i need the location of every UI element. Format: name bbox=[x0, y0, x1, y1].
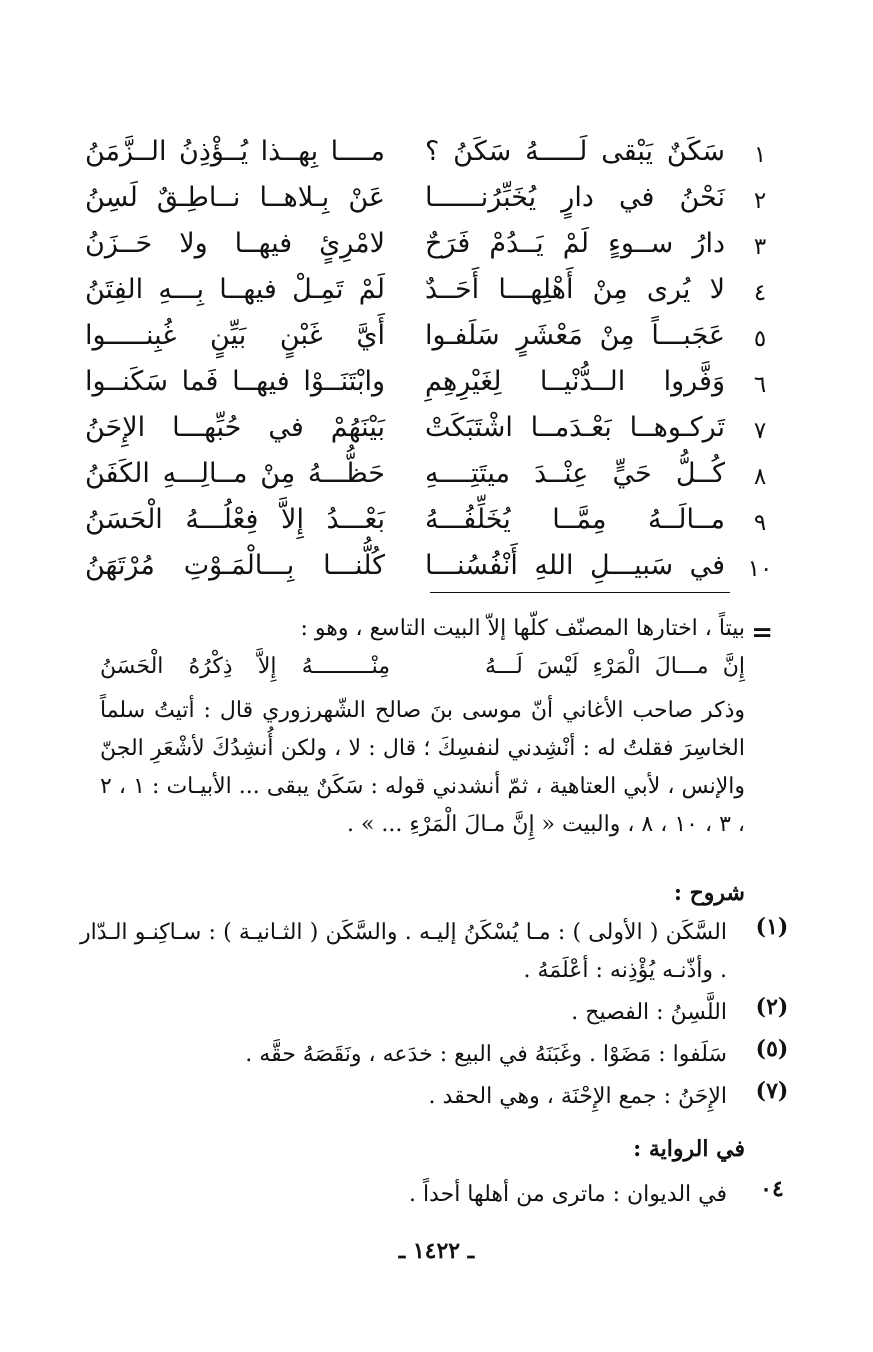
verse-first-hemistich: تَركـوهــا بَعْـدَمــا اشْتَبَكَتْ bbox=[425, 412, 725, 443]
quoted-verse-second-hemistich: مِنْـــــــــهُ إِلاَّ ذِكْرُهُ الْحَسَنُ bbox=[100, 654, 390, 679]
note-text: في الديوان : ماترى من أهلها أحداً . bbox=[408, 1182, 727, 1207]
verse-first-hemistich: كُــلُّ حَيٍّ عِنْــدَ ميتَتِــــهِ bbox=[425, 458, 725, 489]
commentary-note bbox=[80, 1036, 795, 1074]
verse-row bbox=[0, 504, 873, 550]
verse-row bbox=[0, 228, 873, 274]
note-text: اللَّسِنُ : الفصيح . bbox=[571, 1000, 727, 1025]
footnote-paragraph: وذكر صاحب الأغاني أنّ موسى بنَ صالح الشّهرزوري قال : أتيتُ سلماً الخاسِرَ فقلتُ له : أنْشِدني لنفسِكَ ؛ قال : لا ، ولكن أُنشِدُكَ لأشْعَرِ الجنّ والإنس ، لأبي العتاهية ، ثمّ أنشدني قوله : سَكَنٌ يبقى ... الأبيـات : ١ ، ٢ ، ٣ ، ١٠ ، ٨ ، والبيت « إِنَّ مـالَ الْمَرْءِ ... » . bbox=[100, 698, 745, 837]
verse-number: ٤ bbox=[753, 280, 767, 306]
verse-second-hemistich: حَظُّـــهُ مِنْ مــالِـــهِ الكَفَنُ bbox=[85, 458, 385, 489]
note-text: السَّكَن ( الأولى ) : مـا يُسْكَنُ إليـه . والسَّكَن ( الثـانيـة ) : سـاكِنـو الـدّار . وأذّنـه يُؤْذِنه : أعْلَمَهُ . bbox=[80, 920, 727, 983]
narration-note bbox=[80, 1176, 795, 1214]
footnote-intro: بيتاً ، اختارها المصنّف كلّها إلاّ البيت التاسع ، وهو : bbox=[300, 616, 745, 641]
verse-second-hemistich: لامْرِئٍ فيهــا ولا حَــزَنُ bbox=[85, 228, 385, 259]
verse-row bbox=[0, 136, 873, 182]
verse-number: ٢ bbox=[753, 188, 767, 214]
footnote-continuation-marker: = bbox=[751, 618, 773, 648]
note-number: (٧) bbox=[755, 1078, 789, 1104]
verse-number: ٦ bbox=[753, 372, 767, 398]
verse-first-hemistich: نَحْنُ في دارٍ يُخَبِّرُنــــــا bbox=[425, 182, 725, 213]
verse-row bbox=[0, 550, 873, 596]
verse-first-hemistich: وَفَّروا الــدُّنْيــا لِغَيْرِهِمِ bbox=[425, 366, 725, 397]
verse-second-hemistich: بَعْـــدُ إِلاَّ فِعْلُـــهُ الْحَسَنُ bbox=[85, 504, 385, 535]
page-number: ـ ١٤٢٢ ـ bbox=[398, 1238, 475, 1264]
verse-number: ٥ bbox=[753, 326, 767, 352]
verse-second-hemistich: أَيَّ غَبْنٍ بَيِّنٍ غُبِنـــــوا bbox=[85, 320, 385, 351]
verse-number: ١٠ bbox=[747, 556, 773, 582]
verse-second-hemistich: بَيْنَهُمْ في حُبِّهـــا الإِحَنُ bbox=[85, 412, 385, 443]
verse-first-hemistich: عَجَبـــاً مِنْ مَعْشَرٍ سَلَفـوا bbox=[425, 320, 725, 351]
quoted-verse-first-hemistich: إِنَّ مـــالَ الْمَرْءِ لَيْسَ لَـــهُ bbox=[485, 654, 745, 679]
verse-number: ١ bbox=[753, 142, 767, 168]
verse-row bbox=[0, 458, 873, 504]
verse-row bbox=[0, 366, 873, 412]
footnote-quoted-verse bbox=[100, 654, 745, 688]
verse-number: ٧ bbox=[753, 418, 767, 444]
verse-first-hemistich: لا يُرى مِنْ أَهْلِهـــا أَحَــدٌ bbox=[425, 274, 725, 305]
commentary-note bbox=[80, 914, 795, 990]
narration-heading: في الرواية : bbox=[633, 1136, 745, 1162]
footnote-divider bbox=[430, 592, 730, 593]
verse-row bbox=[0, 320, 873, 366]
note-text: الإِحَنُ : جمع الإِحْنَة ، وهي الحقد . bbox=[428, 1084, 727, 1109]
verse-number: ٨ bbox=[753, 464, 767, 490]
verse-second-hemistich: مــــا بِهــذا يُــؤْذِنُ الــزَّمَنُ bbox=[85, 136, 385, 167]
verse-row bbox=[0, 182, 873, 228]
verse-number: ٣ bbox=[753, 234, 767, 260]
verse-number: ٩ bbox=[753, 510, 767, 536]
commentary-heading: شروح : bbox=[673, 880, 745, 906]
verse-first-hemistich: دارُ ســوءٍ لَمْ يَــدُمْ فَرَحٌ bbox=[425, 228, 725, 259]
verse-first-hemistich: مــالَــهُ مِمَّــا يُخَلِّفُـــهُ bbox=[425, 504, 725, 535]
verse-row bbox=[0, 274, 873, 320]
verse-second-hemistich: وابْتَنَــوْا فيهــا فَما سَكَنــوا bbox=[85, 366, 385, 397]
commentary-note bbox=[80, 1078, 795, 1116]
verse-second-hemistich: لَمْ تَمِـلْ فيهــا بِـــهِ الفِتَنُ bbox=[85, 274, 385, 305]
note-number: (١) bbox=[755, 914, 789, 940]
verse-first-hemistich: سَكَنٌ يَبْقى لَـــــهُ سَكَنُ ؟ bbox=[425, 136, 725, 167]
verse-row bbox=[0, 412, 873, 458]
verse-second-hemistich: عَنْ بِـلاهــا نــاطِـقٌ لَسِنُ bbox=[85, 182, 385, 213]
note-number: (٥) bbox=[755, 1036, 789, 1062]
note-text: سَلَفوا : مَضَوْا . وغَبَنَهُ في البيع : خدَعه ، ونَقَصَهُ حقَّه . bbox=[245, 1042, 727, 1067]
verse-second-hemistich: كُلُّنـــا بِـــالْمَـوْتِ مُرْتَهَنُ bbox=[85, 550, 385, 581]
verse-first-hemistich: في سَبيـــلِ اللهِ أَنْفُسُنـــا bbox=[425, 550, 725, 581]
commentary-note bbox=[80, 994, 795, 1032]
note-number: (٢) bbox=[755, 994, 789, 1020]
note-number: ٠٤ bbox=[760, 1176, 784, 1202]
